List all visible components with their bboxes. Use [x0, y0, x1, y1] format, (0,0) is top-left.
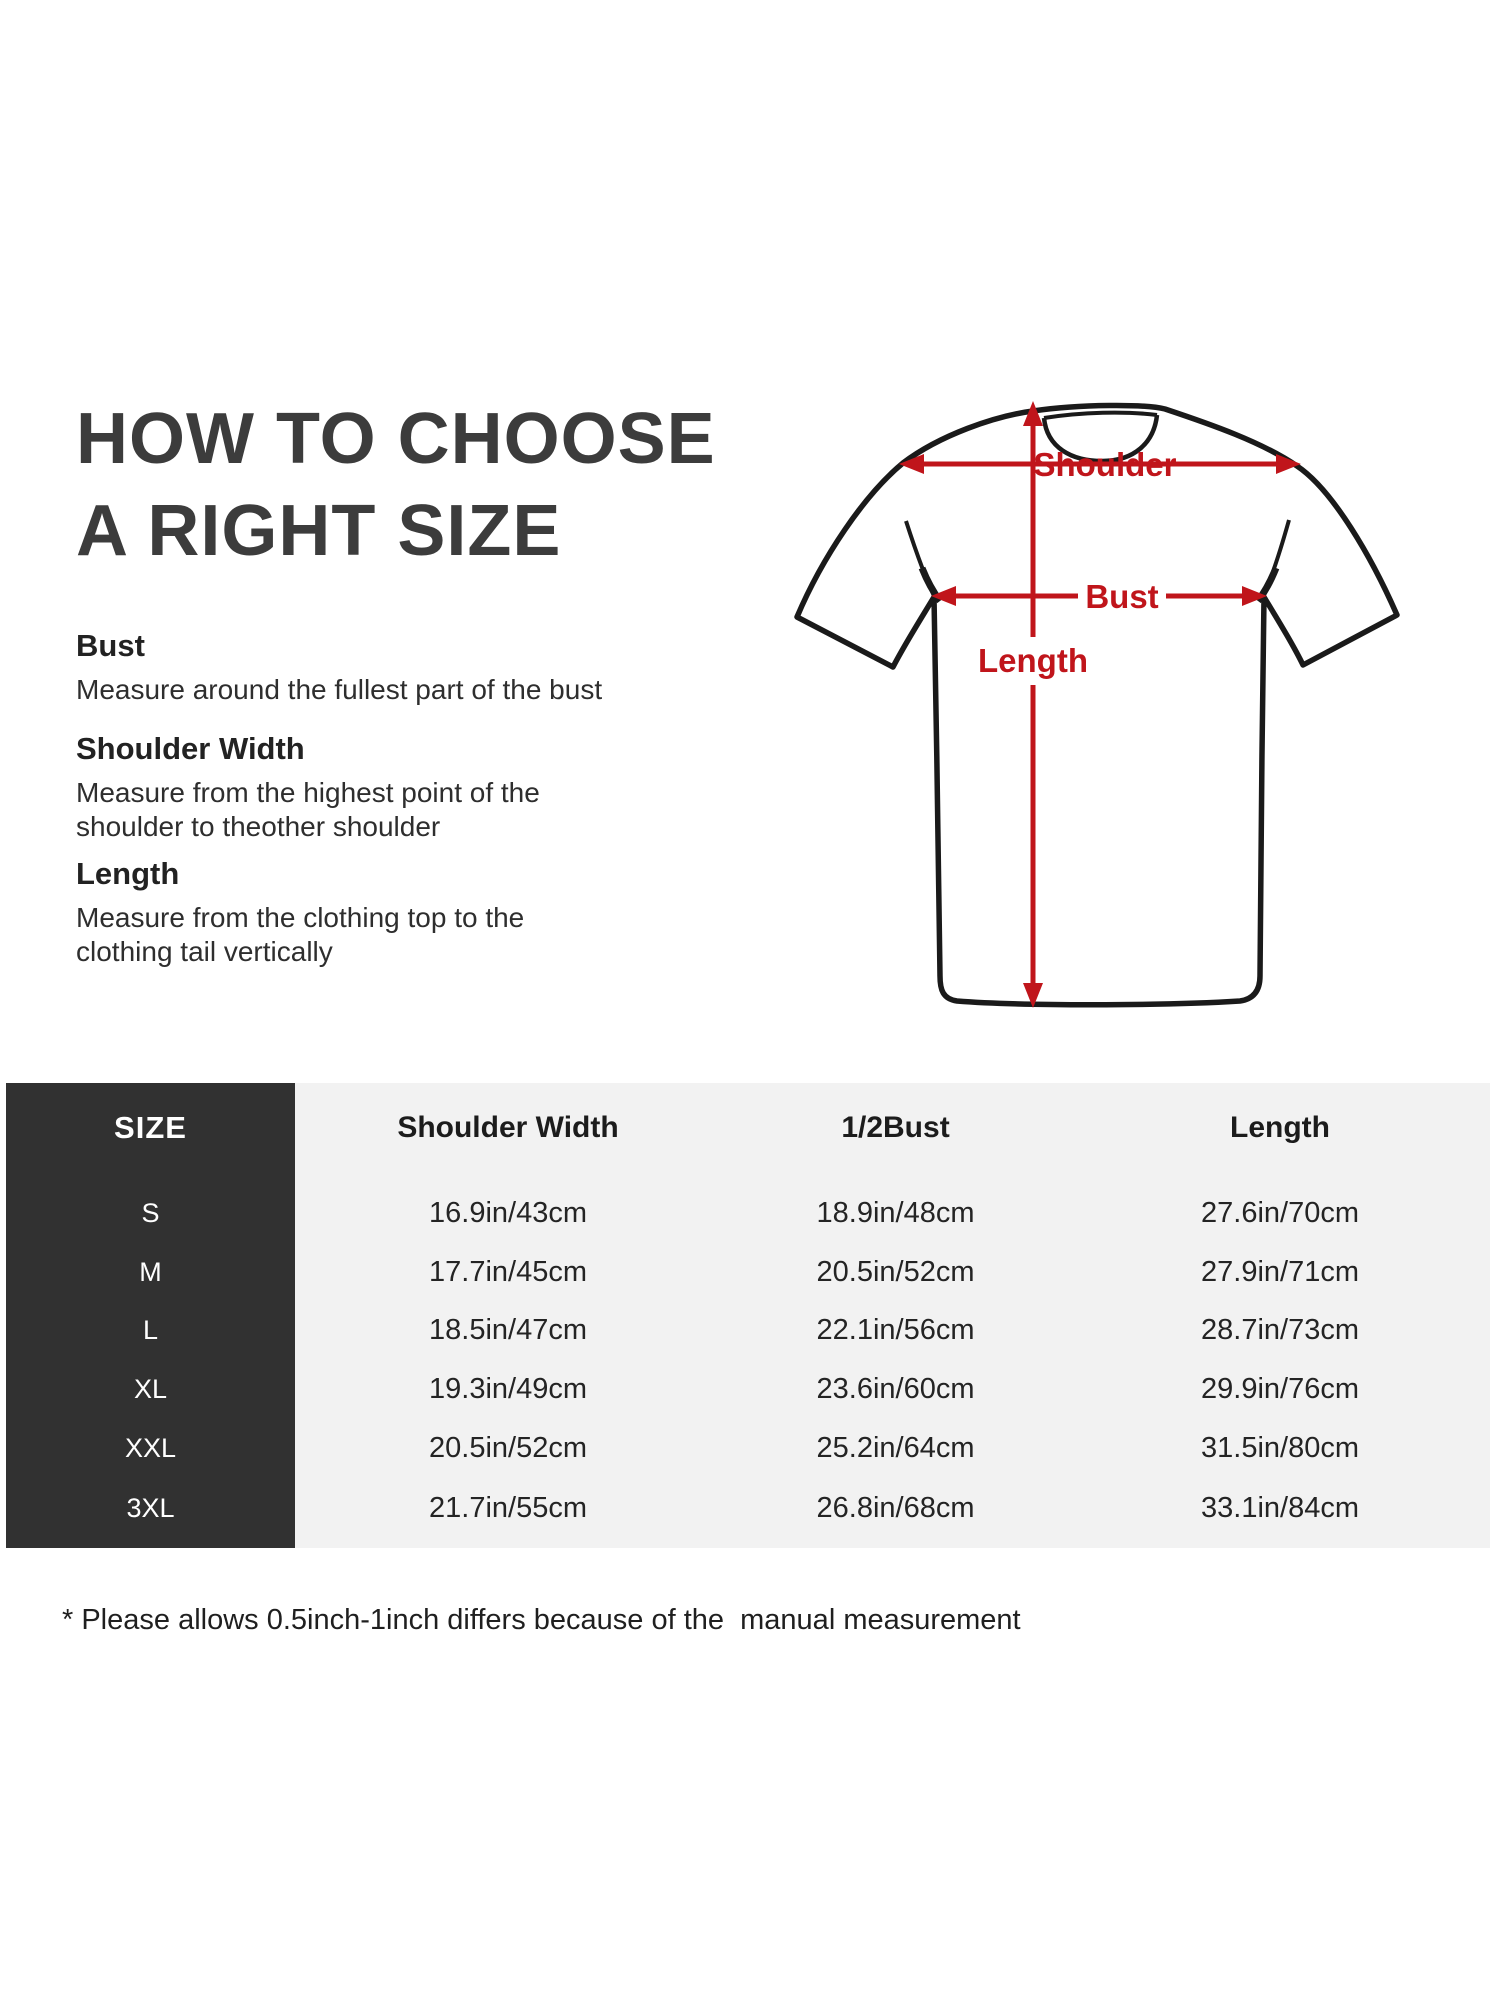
instruction-bust [76, 628, 602, 707]
shoulder-value: 20.5in/52cm [429, 1432, 587, 1464]
length-value: 29.9in/76cm [1201, 1373, 1359, 1405]
size-label: XL [133, 1374, 168, 1404]
shoulder-value: 21.7in/55cm [429, 1492, 587, 1524]
length-value: 31.5in/80cm [1201, 1432, 1359, 1464]
size-label: M [139, 1257, 162, 1287]
bust-value: 23.6in/60cm [816, 1373, 975, 1405]
instruction-shoulder-heading: Shoulder Width [76, 731, 305, 766]
page-title-line1: HOW TO CHOOSE [76, 399, 716, 479]
shoulder-value: 18.5in/47cm [429, 1314, 587, 1346]
instruction-shoulder-text-line2: shoulder to theother shoulder [76, 811, 441, 842]
length-value: 27.6in/70cm [1201, 1197, 1359, 1229]
table-row-s [6, 1196, 1490, 1230]
instruction-bust-heading: Bust [76, 628, 145, 663]
size-label: L [142, 1315, 159, 1345]
shoulder-value: 17.7in/45cm [429, 1256, 587, 1288]
col-header-half-bust: 1/2Bust [841, 1111, 950, 1144]
bust-value: 20.5in/52cm [816, 1256, 975, 1288]
table-header-row [6, 1111, 1490, 1145]
col-header-size: SIZE [114, 1110, 187, 1145]
bust-measure-label: Bust [1085, 578, 1159, 615]
bust-value: 25.2in/64cm [816, 1432, 975, 1464]
measurement-disclaimer: * Please allows 0.5inch-1inch differs because of the manual measurement [62, 1604, 1021, 1636]
instruction-shoulder-width [76, 731, 540, 844]
instruction-length-text-line2: clothing tail vertically [76, 936, 333, 967]
instruction-shoulder-text-line1: Measure from the highest point of the [76, 777, 540, 808]
col-header-shoulder-width: Shoulder Width [397, 1111, 619, 1144]
length-measure-label: Length [978, 642, 1088, 679]
shoulder-value: 16.9in/43cm [429, 1197, 587, 1229]
bust-value: 22.1in/56cm [816, 1314, 975, 1346]
table-row-m [6, 1255, 1490, 1289]
shoulder-value: 19.3in/49cm [429, 1373, 587, 1405]
length-value: 33.1in/84cm [1201, 1492, 1359, 1524]
tshirt-measurement-diagram [600, 300, 1460, 1040]
tshirt-outline [797, 405, 1397, 1004]
instruction-length [76, 856, 524, 969]
bust-value: 26.8in/68cm [816, 1492, 975, 1524]
length-value: 28.7in/73cm [1201, 1314, 1359, 1346]
shoulder-measure-label: Shoulder [1033, 446, 1177, 483]
table-row-xl [6, 1372, 1490, 1406]
size-label: 3XL [126, 1493, 175, 1523]
col-header-length: Length [1230, 1111, 1330, 1144]
instruction-length-text-line1: Measure from the clothing top to the [76, 902, 525, 933]
bust-value: 18.9in/48cm [816, 1197, 975, 1229]
table-row-l [6, 1313, 1490, 1347]
table-row-xxl [6, 1431, 1490, 1465]
instruction-length-heading: Length [76, 856, 180, 891]
size-label: XXL [124, 1433, 177, 1463]
length-value: 27.9in/71cm [1201, 1256, 1359, 1288]
size-label: S [141, 1198, 160, 1228]
page-title-line2: A RIGHT SIZE [76, 491, 562, 571]
instruction-bust-text: Measure around the fullest part of the bust [76, 674, 603, 705]
table-row-3xl [6, 1491, 1490, 1525]
